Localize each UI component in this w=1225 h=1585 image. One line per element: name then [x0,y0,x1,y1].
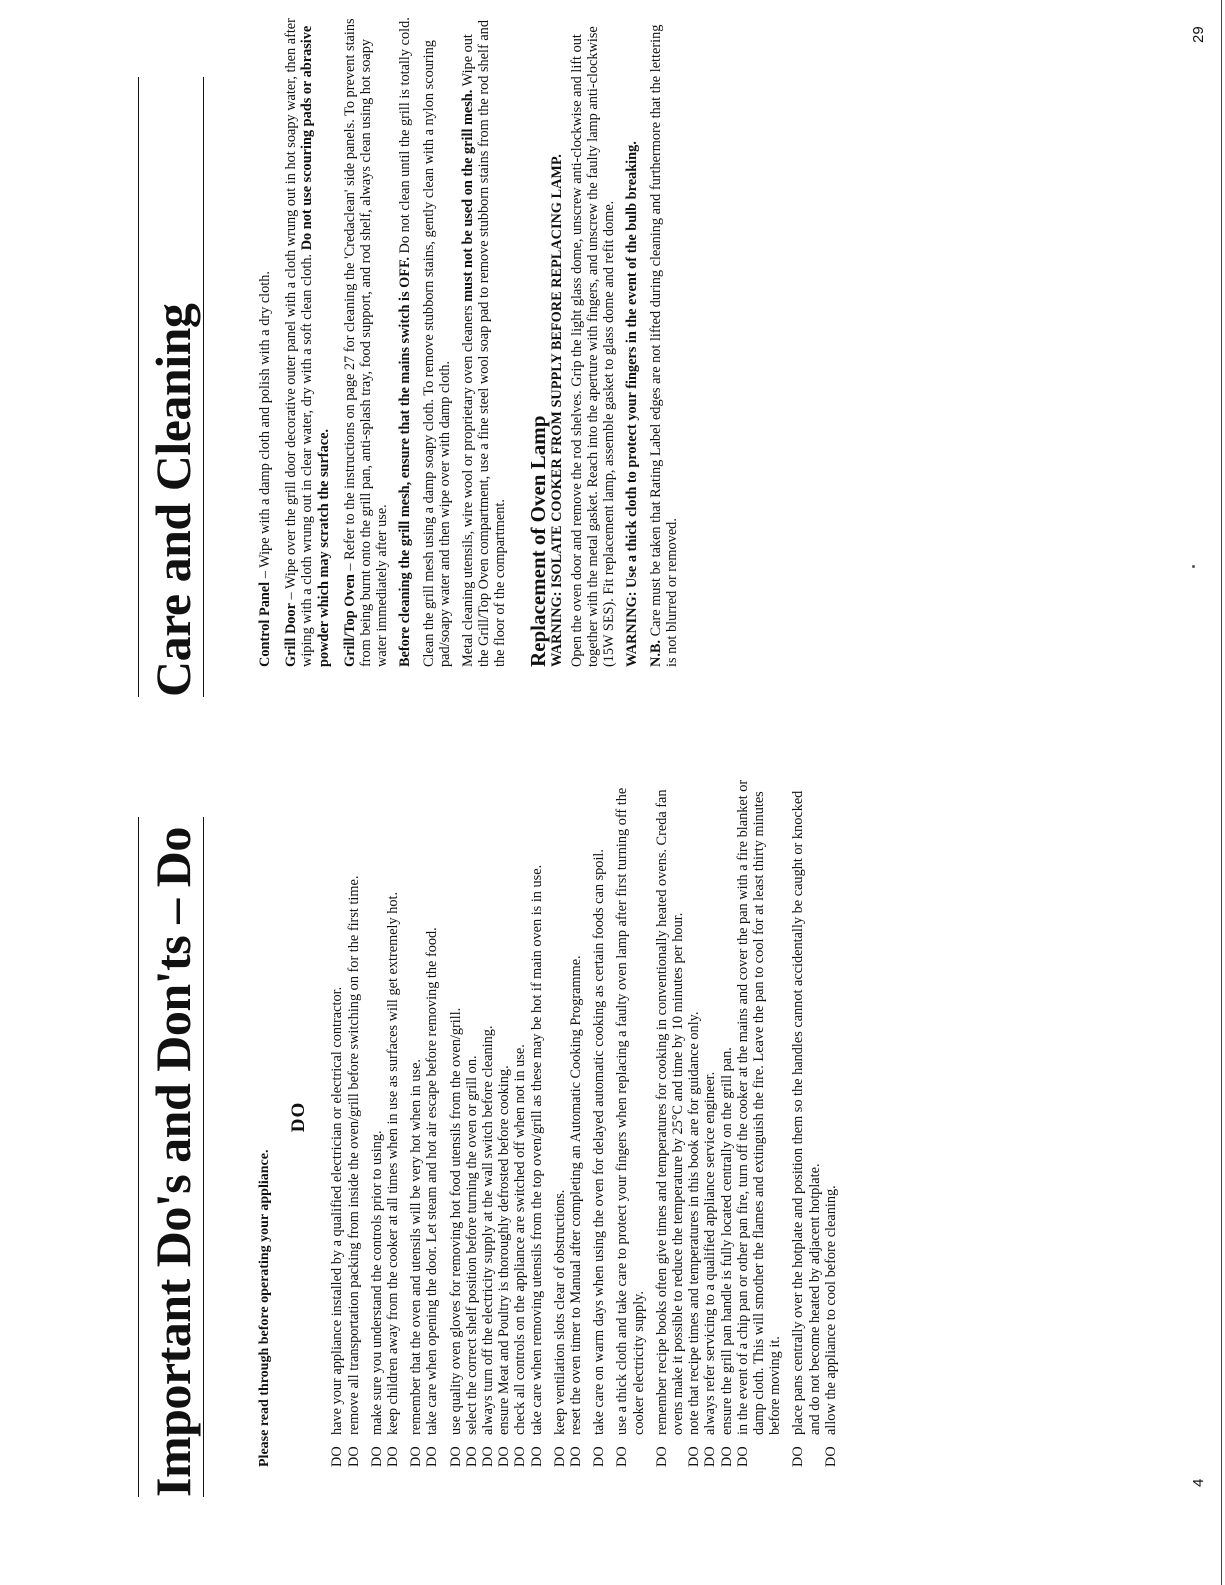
do-item-text: remove all transportation packing from inside the oven/grill before switching on for the first time. [345,875,362,1435]
page-number-left: 4 [1190,1478,1207,1487]
do-item-text: always turn off the electricity supply at the wall switch before cleaning. [480,1025,497,1435]
do-item-text: use quality oven gloves for removing hot food utensils from the oven/grill. [447,1007,464,1435]
scan-speck [1192,565,1195,568]
title-rule-bottom [203,817,204,1497]
do-item [464,767,480,1467]
do-item [735,767,784,1467]
do-item-text: have your appliance installed by a qualified electrician or electrical contractor. [329,986,346,1435]
lamp-heading: Replacement of Oven Lamp [525,415,550,667]
do-item-text: allow the appliance to cool before cleaning. [822,1185,839,1435]
do-item-text: take care on warm days when using the oven for delayed automatic cooking as certain foods can spoil. [591,849,608,1435]
do-item [719,767,735,1467]
grill-door-text: – Wipe over the grill door decorative outer panel with a cloth wrung out in hot soapy water, then after wiping with a cloth wrung out in clear water, dry with a soft clean cloth. [283,18,316,667]
page-title: Important Do's and Don'ts – Do [145,827,201,1497]
do-list [329,767,839,1467]
do-item [424,767,440,1467]
title-rule-top-right [138,77,139,697]
do-item-keyword: DO [568,1446,585,1467]
do-item-text: note that recipe times and temperatures in this book are for guidance only. [686,1011,703,1435]
grill-top-text: – Refer to the instructions on page 27 for cleaning the 'Credaclean' side panels. To prevent stains from being burnt onto the grill pan, anti-splash tray, food support, and rod shelf, always clean using hot soapy water immediately after use. [341,18,391,667]
do-item [346,767,362,1467]
control-panel-para [257,15,273,667]
do-heading: DO [288,1101,310,1133]
do-item-keyword: DO [345,1446,362,1467]
do-item-keyword: DO [718,1446,735,1467]
bulb-warning-text: WARNING: Use a thick cloth to protect your fingers in the event of the bulb breaking. [624,141,641,667]
control-panel-text: – Wipe with a damp cloth and polish with a dry cloth. [257,271,273,582]
grill-door-para [283,15,332,667]
do-item-keyword: DO [329,1446,346,1467]
grill-door-heading: Grill Door [283,603,300,667]
do-item-text: use a thick cloth and take care to protect your fingers when replacing a faulty oven lamp after first turning off the cooker electricity supply. [614,787,647,1435]
do-item-text: select the correct shelf position before turning the oven or grill on. [463,1055,480,1435]
do-item [568,767,584,1467]
do-item [529,767,545,1467]
do-item [790,767,822,1467]
before-cleaning-text: Do not clean until the grill is totally cold. [397,17,414,258]
do-item-text: place pans centrally over the hotplate and position them so the handles cannot accidentally be caught or knocked and do not become heated by adjacent hotplate. [790,790,823,1435]
section-title: Care and Cleaning [145,303,201,697]
do-item-keyword: DO [591,1446,608,1467]
grill-top-heading: Grill/Top Oven [341,574,358,667]
do-item-keyword: DO [528,1446,545,1467]
metal-text-2: Wipe out the Grill/Top Oven compartment, use a fine steel wool soap pad to remove stubborn stains from the rod shelf and the floor of the compartment. [460,20,509,667]
do-item-text: take care when opening the door. Let steam and hot air escape before removing the food. [424,927,441,1435]
nb-heading: N.B. [647,639,664,667]
do-item-text: check all controls on the appliance are switched off when not in use. [512,1044,529,1435]
do-item-text: make sure you understand the controls prior to using. [368,1130,385,1435]
do-item-text: remember recipe books often give times and temperatures for cooking in conventionally heated ovens. Creda fan ovens make it possible to reduce the temperature by 25°C and time by 10 minutes per hour. [653,789,687,1435]
left-page [0,779,1225,1585]
before-cleaning-warning: Before cleaning the grill mesh, ensure that the mains switch is OFF. [397,257,414,667]
do-item [552,767,568,1467]
before-cleaning-para [397,15,413,667]
intro-text: Please read through before operating your appliance. [257,1149,272,1467]
do-item-keyword: DO [702,1446,719,1467]
do-item [591,767,607,1467]
scan-edge-line [1221,0,1222,1585]
nb-text: Care must be taken that Rating Label edges are not lifted during cleaning and furthermore that the lettering is not blurred or removed. [647,24,680,667]
do-item-text: reset the oven timer to Manual after completing an Automatic Cooking Programme. [568,955,585,1435]
do-item-keyword: DO [408,1446,425,1467]
nb-para [648,15,680,667]
do-item-text: in the event of a chip pan or other pan fire, turn off the cooker at the mains and cover the pan with a fire blanket or damp cloth. This will smother the flames and extinguish the fire. Leave the pan to cool for at least thirty minutes before moving it. [734,779,784,1435]
do-item-keyword: DO [653,1446,670,1467]
metal-text: Metal cleaning utensils, wire wool or proprietary oven cleaners [460,301,477,667]
bulb-warning [624,15,640,667]
do-item [614,767,646,1467]
do-item-text: take care when removing utensils from the top oven/grill as these may be hot if main oven is in use. [528,864,545,1435]
do-item [512,767,528,1467]
metal-warning: must not be used on the grill mesh. [460,89,477,302]
do-item [369,767,385,1467]
do-item-text: keep children away from the cooker at all times when in use as surfaces will get extremely hot. [385,891,402,1435]
do-item-keyword: DO [686,1446,703,1467]
lamp-warning: WARNING: ISOLATE COOKER FROM SUPPLY BEFORE REPLACING LAMP. [548,154,565,667]
do-list-section [257,767,839,1467]
metal-utensils-para [460,15,509,667]
do-item-keyword: DO [614,1446,631,1467]
do-item-keyword: DO [551,1446,568,1467]
title-rule-bottom-right [203,77,204,697]
do-item-text: keep ventilation slots clear of obstructions. [551,1189,568,1435]
grill-top-para [342,15,391,667]
do-item [329,767,345,1467]
do-item [385,767,401,1467]
do-item-keyword: DO [496,1446,513,1467]
care-section [257,15,687,667]
clean-mesh-para: Clean the grill mesh using a damp soapy cloth. To remove stubborn stains, gently clean with a nylon scouring pad/soapy water and then wipe over with damp cloth. [420,40,453,667]
do-item [496,767,512,1467]
page-number-right: 29 [1190,26,1207,43]
do-item-keyword: DO [447,1446,464,1467]
do-item [654,767,686,1467]
do-item-keyword: DO [424,1446,441,1467]
do-item-keyword: DO [734,1446,751,1467]
do-item-keyword: DO [790,1446,807,1467]
do-item [408,767,424,1467]
title-rule-top [138,817,139,1497]
do-item-text: ensure the grill pan handle is fully located centrally on the grill pan. [718,1047,735,1435]
do-item-text: ensure Meat and Poultry is thoroughly defrosted before cooking. [496,1065,513,1435]
do-item-keyword: DO [822,1446,839,1467]
do-item [686,767,702,1467]
do-item [480,767,496,1467]
do-item [448,767,464,1467]
do-item-keyword: DO [480,1446,497,1467]
do-item-text: always refer servicing to a qualified appliance service engineer. [702,1071,719,1435]
lamp-text: Open the oven door and remove the rod shelves. Grip the light glass dome, unscrew anti-clockwise and lift out together with the metal gasket. Reach into the aperture with fingers, and unscrew the faulty lamp anti-clockwise (15W SES). Fit replacement lamp, assemble gasket to glass dome and refit dome. [568,26,618,667]
do-item-text: remember that the oven and utensils will be very hot when in use. [408,1059,425,1435]
right-page [0,0,1225,785]
do-item [823,767,839,1467]
do-item [702,767,718,1467]
grill-door-warning: Do not use scouring pads or abrasive powder which may scratch the surface. [299,25,332,667]
do-item-keyword: DO [385,1446,402,1467]
control-panel-heading: Control Panel [257,581,273,667]
do-item-keyword: DO [463,1446,480,1467]
do-item-keyword: DO [368,1446,385,1467]
do-item-keyword: DO [512,1446,529,1467]
